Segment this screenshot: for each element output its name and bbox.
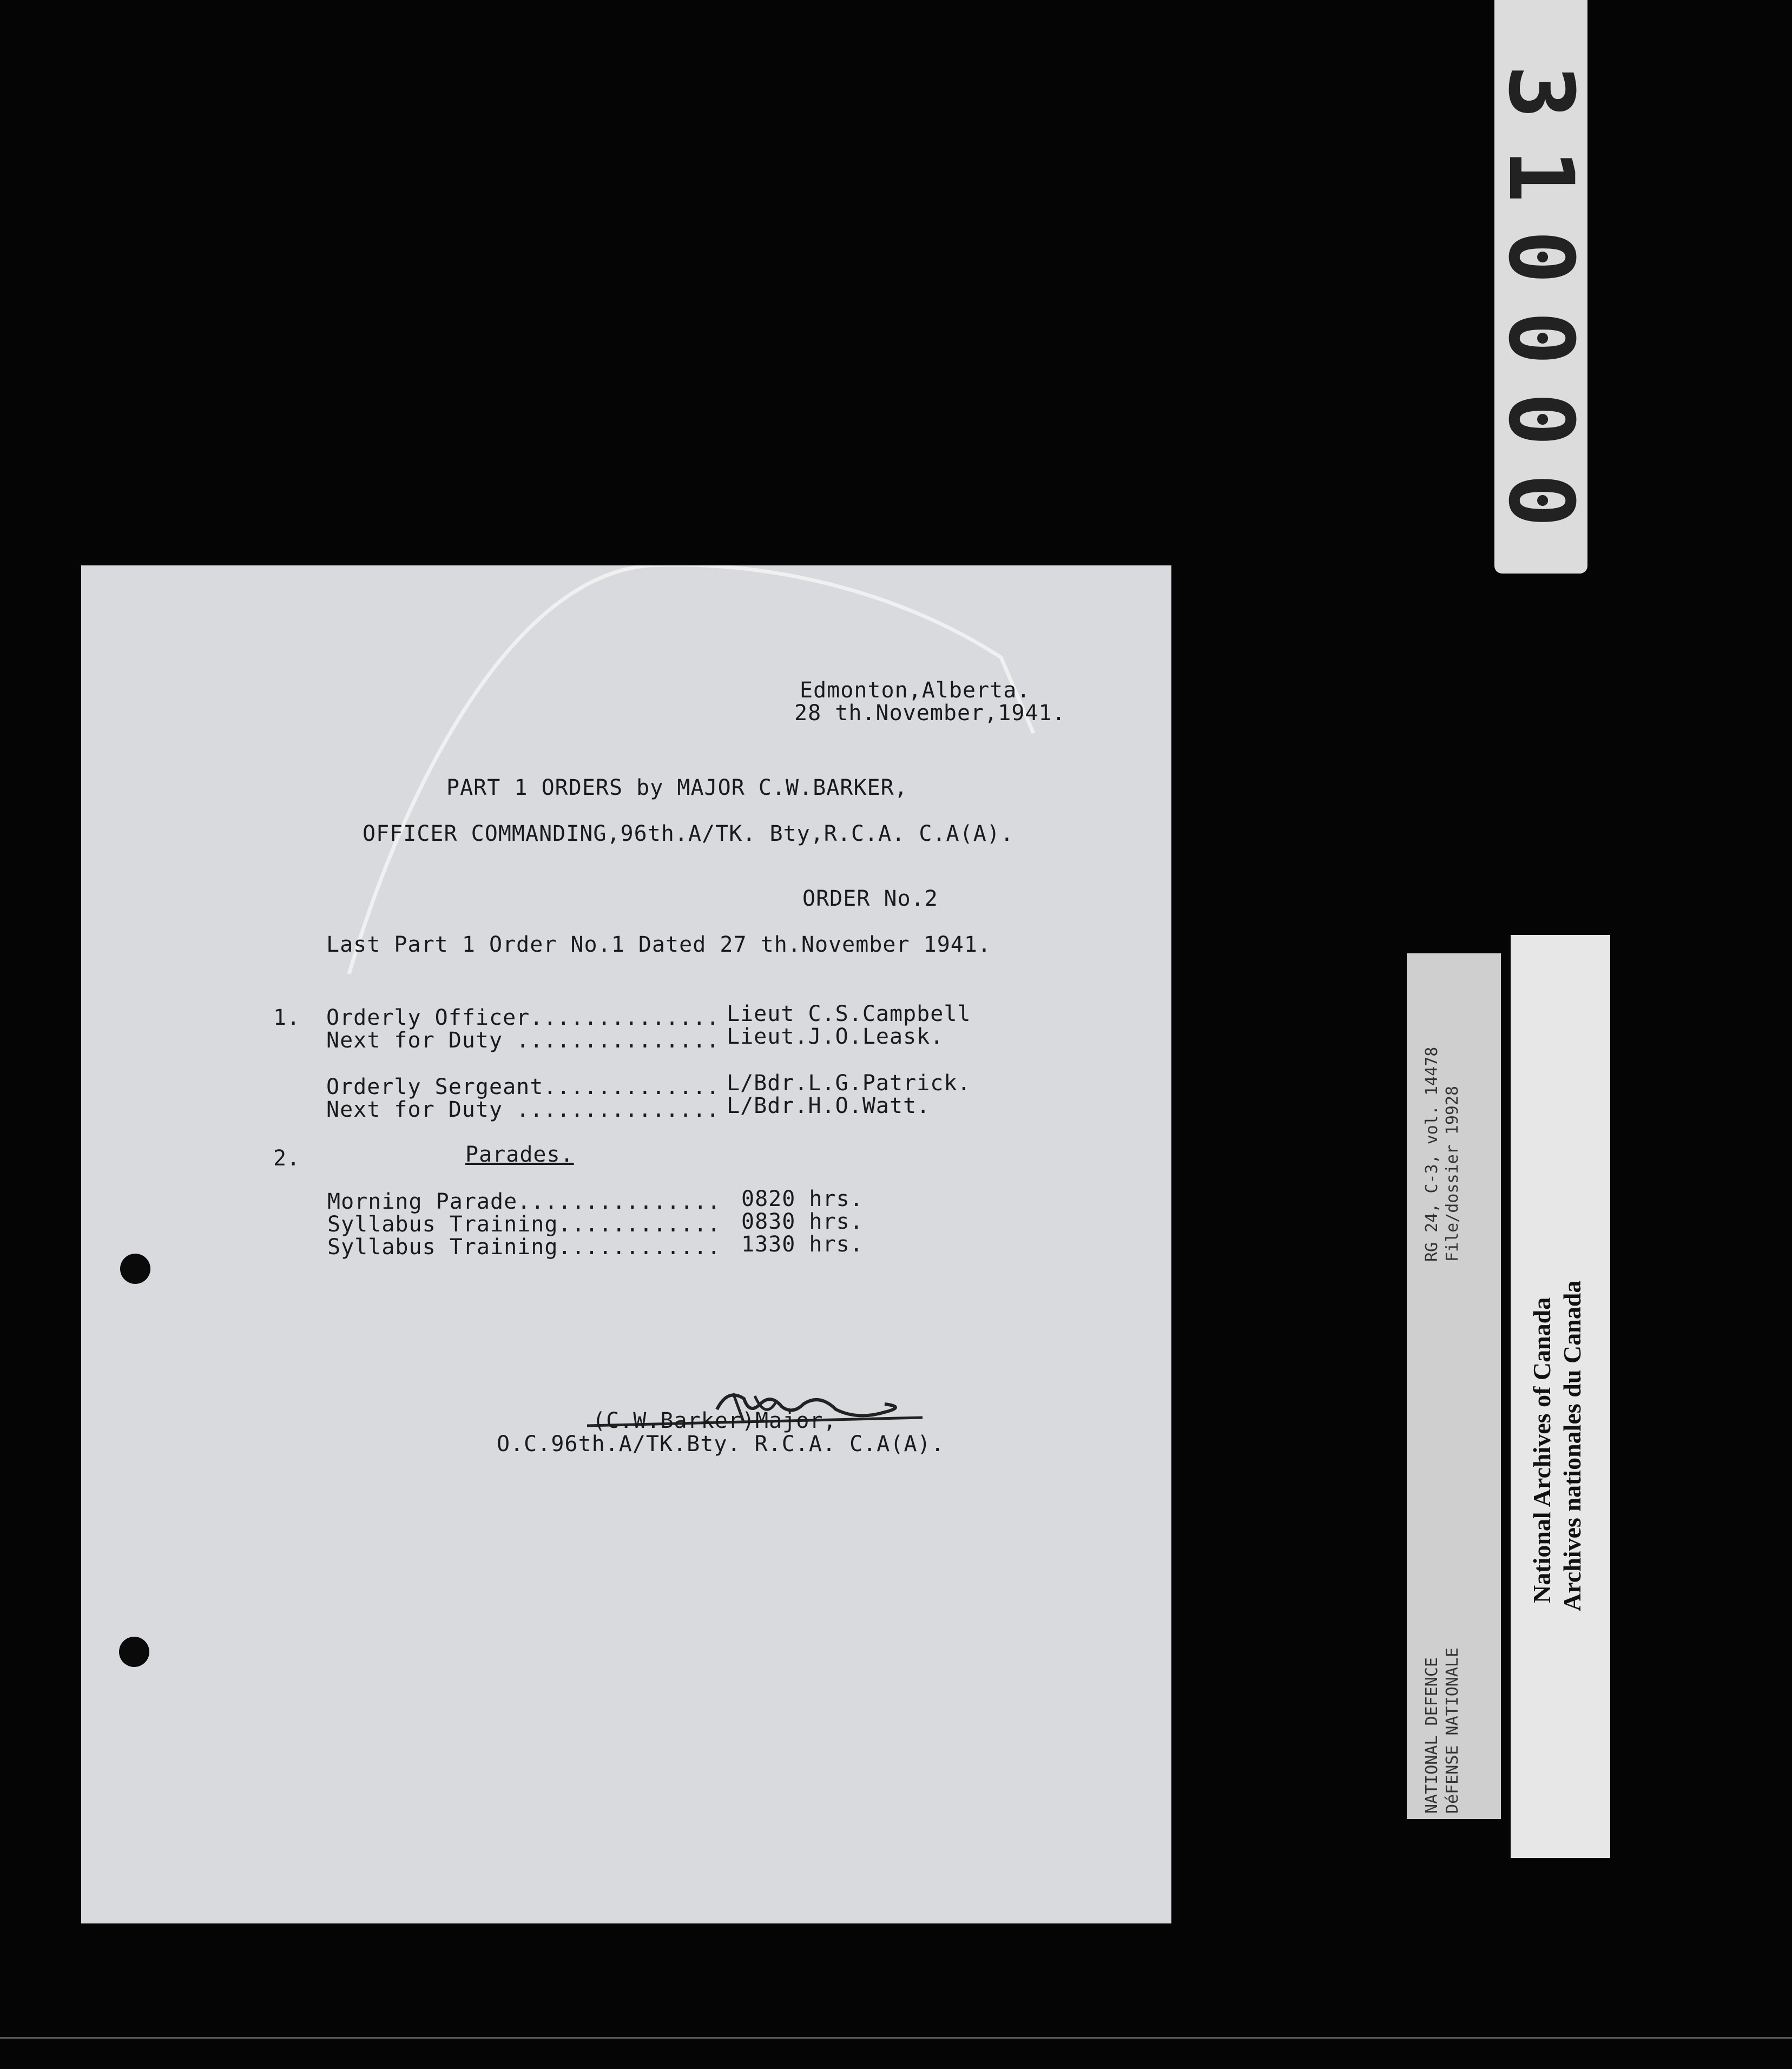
item-number: 2.	[273, 1146, 301, 1171]
frame-digit: 0	[1489, 392, 1593, 446]
signature-name: (C.W.Barker)Major,	[592, 1408, 837, 1433]
department-line: NATIONAL DEFENCE	[1422, 1657, 1441, 1814]
frame-digit: 0	[1489, 311, 1593, 365]
parade-time: 0820 hrs.	[741, 1187, 864, 1211]
duty-value: Lieut C.S.Campbell	[727, 1001, 971, 1026]
parade-label: Syllabus Training............	[327, 1212, 721, 1237]
letter-date: 28 th.November,1941.	[794, 701, 1066, 726]
frame-digit: 0	[1489, 230, 1593, 284]
archives-name-en: National Archives of Canada	[1528, 1297, 1556, 1603]
parade-label: Syllabus Training............	[327, 1235, 721, 1260]
duty-label: Next for Duty ...............	[326, 1028, 720, 1053]
reference-line: RG 24, C-3, vol. 14478	[1422, 1046, 1441, 1262]
frame-digit: 3	[1489, 65, 1593, 119]
archives-name-fr: Archives nationales du Canada	[1558, 1280, 1586, 1611]
signature-title: O.C.96th.A/TK.Bty. R.C.A. C.A(A).	[497, 1432, 945, 1457]
letter-place: Edmonton,Alberta.	[800, 678, 1031, 703]
duty-value: Lieut.J.O.Leask.	[727, 1024, 944, 1049]
reference-label	[1407, 953, 1501, 1819]
duty-value: L/Bdr.H.O.Watt.	[727, 1093, 931, 1118]
frame-digit: 0	[1489, 473, 1593, 528]
duty-value: L/Bdr.L.G.Patrick.	[727, 1071, 971, 1096]
parade-label: Morning Parade...............	[327, 1189, 721, 1214]
item-number: 1.	[273, 1005, 301, 1030]
punch-hole	[120, 1254, 150, 1284]
parade-time: 0830 hrs.	[741, 1209, 864, 1234]
order-number: ORDER No.2	[802, 886, 938, 911]
archives-label	[1511, 935, 1610, 1858]
reference-line: File/dossier 19928	[1443, 1085, 1462, 1262]
punch-hole	[119, 1637, 149, 1667]
duty-label: Orderly Sergeant.............	[326, 1075, 720, 1099]
department-line: DéFENSE NATIONALE	[1443, 1647, 1462, 1814]
frame-number-strip	[1489, 0, 1593, 574]
section-heading: Parades.	[465, 1142, 574, 1167]
document-sheet	[81, 565, 1171, 1923]
duty-label: Orderly Officer..............	[326, 1005, 720, 1030]
scan-edge-line	[0, 2037, 1792, 2039]
duty-label: Next for Duty ...............	[326, 1097, 720, 1122]
last-order-line: Last Part 1 Order No.1 Dated 27 th.November 1941.	[326, 932, 992, 957]
frame-digit: 1	[1489, 149, 1593, 203]
letter-subtitle: OFFICER COMMANDING,96th.A/TK. Bty,R.C.A. C.A(A).	[363, 821, 1014, 846]
parade-time: 1330 hrs.	[741, 1232, 864, 1257]
letter-title: PART 1 ORDERS by MAJOR C.W.BARKER,	[446, 775, 908, 800]
